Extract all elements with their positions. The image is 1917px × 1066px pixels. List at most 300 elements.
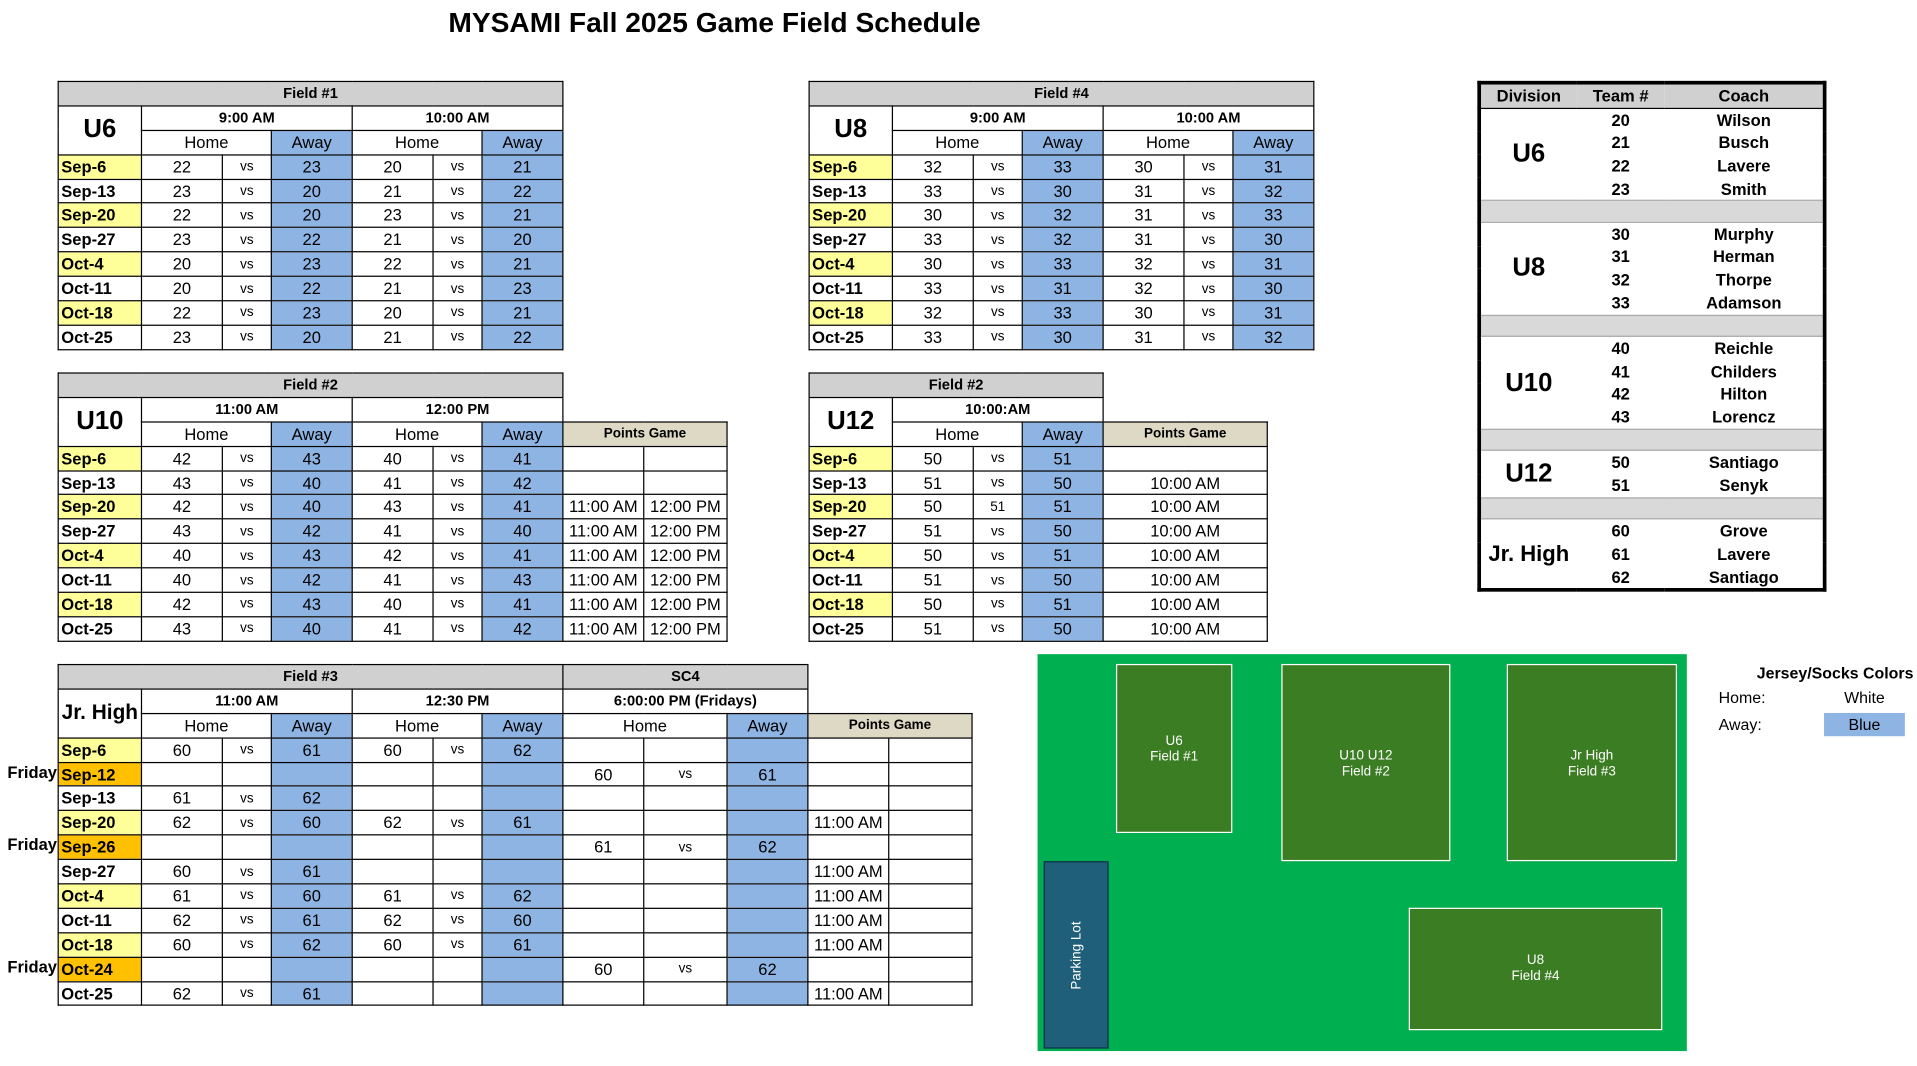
u12-game-row <box>809 617 1267 641</box>
u10-points-time: 11:00 AM <box>563 544 644 568</box>
jh-away-team <box>271 762 352 786</box>
jh-game-row <box>58 738 972 762</box>
u8-date: Sep-20 <box>809 203 892 227</box>
jh-game-row <box>58 835 972 859</box>
map-field-2-line2: Field #2 <box>1341 764 1390 780</box>
jh-time-row <box>58 689 972 713</box>
u8-away-team: 33 <box>1022 252 1103 276</box>
u10-date: Oct-25 <box>58 617 141 641</box>
roster-header-0: Division <box>1479 83 1576 108</box>
u10-vs: vs <box>222 617 271 641</box>
u6-date: Oct-4 <box>58 252 141 276</box>
u8-vs: vs <box>1184 276 1233 300</box>
u10-game-row <box>58 592 727 616</box>
jh-away-team: 62 <box>482 884 563 908</box>
u10-blank <box>563 373 727 397</box>
u8-time-row <box>809 106 1314 130</box>
u6-date: Oct-18 <box>58 301 141 325</box>
u6-away-team: 20 <box>271 179 352 203</box>
u10-home-team: 40 <box>352 446 433 470</box>
u12-points-time: 10:00 AM <box>1103 544 1267 568</box>
u6-vs: vs <box>222 203 271 227</box>
roster-team-number: 23 <box>1611 179 1630 198</box>
jh-home-team <box>141 957 222 981</box>
jh-away-team: 61 <box>271 908 352 932</box>
jh-away-team: 60 <box>271 811 352 835</box>
jh-home-team <box>352 762 433 786</box>
u10-points-header: Points Game <box>563 422 727 446</box>
u8-date: Sep-6 <box>809 155 892 179</box>
u10-schedule-table <box>58 372 728 641</box>
u8-home-team: 33 <box>892 228 973 252</box>
jh-date: Oct-4 <box>58 884 141 908</box>
roster-coach: Reichle <box>1714 339 1774 358</box>
u6-away-team: 23 <box>271 301 352 325</box>
jh-vs: vs <box>222 908 271 932</box>
jh-home-team <box>563 908 644 932</box>
legend-home-value: White <box>1844 688 1885 707</box>
u8-vs: vs <box>1184 203 1233 227</box>
jh-points-time <box>889 957 972 981</box>
roster-gap <box>1479 498 1824 519</box>
roster-team-number: 61 <box>1611 544 1630 564</box>
jh-game-row <box>58 908 972 932</box>
roster-team-number: 21 <box>1611 133 1630 153</box>
jh-points-header: Points Game <box>808 713 972 737</box>
jh-blank <box>808 665 972 689</box>
u8-game-row <box>809 325 1314 349</box>
u8-away-team: 31 <box>1233 252 1314 276</box>
u10-vs: vs <box>433 495 482 519</box>
u8-away-team: 31 <box>1233 155 1314 179</box>
roster-coach: Lavere <box>1717 156 1771 176</box>
jh-date: Oct-11 <box>58 908 141 932</box>
u10-away-header: Away <box>271 422 352 446</box>
jh-away-team <box>482 762 563 786</box>
jh-blank <box>808 689 972 713</box>
u8-schedule-table <box>809 81 1315 350</box>
u10-field-row <box>58 373 727 397</box>
u10-away-team: 41 <box>482 446 563 470</box>
roster-team-number: 30 <box>1611 225 1630 244</box>
u10-vs: vs <box>433 470 482 494</box>
u8-home-header: Home <box>1103 130 1233 154</box>
u8-home-team: 30 <box>1103 155 1184 179</box>
u12-home-team: 51 <box>892 519 973 543</box>
jh-away-team <box>271 957 352 981</box>
jh-home-team: 62 <box>352 908 433 932</box>
u12-game-row <box>809 519 1267 543</box>
u6-away-team: 22 <box>271 228 352 252</box>
u8-home-team: 32 <box>892 155 973 179</box>
u12-points-time: 10:00 AM <box>1103 519 1267 543</box>
jh-field-row <box>58 665 972 689</box>
u8-vs: vs <box>1184 252 1233 276</box>
u12-blank <box>1103 397 1267 421</box>
u12-vs: 51 <box>973 495 1022 519</box>
u12-field-row <box>809 373 1267 397</box>
u10-vs: vs <box>433 519 482 543</box>
u10-away-team: 43 <box>482 568 563 592</box>
u12-away-team: 50 <box>1022 568 1103 592</box>
u12-away-team: 50 <box>1022 617 1103 641</box>
u10-home-header: Home <box>352 422 482 446</box>
u12-date: Sep-20 <box>809 495 892 519</box>
u10-away-team: 41 <box>482 592 563 616</box>
u6-vs: vs <box>433 325 482 349</box>
u8-date: Oct-18 <box>809 301 892 325</box>
u10-vs: vs <box>222 495 271 519</box>
map-field-3-line1: Jr High <box>1570 748 1614 764</box>
u10-points-time: 12:00 PM <box>644 544 727 568</box>
u10-vs: vs <box>222 544 271 568</box>
u10-vs: vs <box>433 446 482 470</box>
jh-home-team: 60 <box>141 738 222 762</box>
u12-away-team: 51 <box>1022 495 1103 519</box>
jh-points-time <box>889 884 972 908</box>
u8-away-team: 33 <box>1022 155 1103 179</box>
jh-home-team <box>563 738 644 762</box>
roster-team-row <box>1479 108 1824 132</box>
u12-points-time: 10:00 AM <box>1103 592 1267 616</box>
u6-home-team: 20 <box>141 276 222 300</box>
sc4-field-header: SC4 <box>563 665 808 689</box>
jh-vs <box>433 786 482 810</box>
u10-game-row <box>58 495 727 519</box>
jh-away-team: 62 <box>482 738 563 762</box>
jh-home-team <box>141 762 222 786</box>
u10-away-team: 40 <box>271 617 352 641</box>
jh-away-team <box>482 786 563 810</box>
u12-away-team: 50 <box>1022 470 1103 494</box>
jh-date: Sep-27 <box>58 859 141 883</box>
jh-vs: vs <box>433 884 482 908</box>
u6-home-header: Home <box>141 130 271 154</box>
jh-game-row <box>58 981 972 1005</box>
u10-away-team: 41 <box>482 544 563 568</box>
roster-gap <box>1479 201 1824 222</box>
jh-home-team <box>563 811 644 835</box>
jh-home-team <box>352 786 433 810</box>
u10-away-team: 42 <box>271 568 352 592</box>
u8-home-team: 30 <box>892 252 973 276</box>
jh-home-team: 60 <box>352 933 433 957</box>
map-field-2-line1: U10 U12 <box>1339 748 1393 764</box>
jh-away-team: 62 <box>271 786 352 810</box>
jh-home-team <box>563 786 644 810</box>
jh-home-team: 60 <box>352 738 433 762</box>
jh-game-row <box>58 933 972 957</box>
u8-date: Oct-4 <box>809 252 892 276</box>
roster-team-number: 41 <box>1611 362 1630 381</box>
jh-vs <box>644 981 727 1005</box>
u6-vs: vs <box>433 301 482 325</box>
u10-vs: vs <box>433 617 482 641</box>
field-map <box>1038 654 1687 1051</box>
map-field-1-line1: U6 <box>1165 733 1183 749</box>
u8-vs: vs <box>973 252 1022 276</box>
jh-points-time: 11:00 AM <box>808 859 889 883</box>
jh-homeaway-row <box>58 713 972 737</box>
u12-division-label: U12 <box>809 397 892 446</box>
u10-points-time: 11:00 AM <box>563 568 644 592</box>
u12-date: Oct-4 <box>809 544 892 568</box>
roster-team-row <box>1479 519 1824 543</box>
u6-away-team: 23 <box>271 252 352 276</box>
jh-away-team <box>727 786 808 810</box>
u10-points-time: 12:00 PM <box>644 568 727 592</box>
u10-points-time: 12:00 PM <box>644 617 727 641</box>
jh-vs: vs <box>222 786 271 810</box>
u8-home-team: 32 <box>1103 252 1184 276</box>
jh-home-header: Home <box>352 713 482 737</box>
u8-away-team: 32 <box>1233 179 1314 203</box>
u12-vs: vs <box>973 617 1022 641</box>
u10-home-team: 42 <box>352 544 433 568</box>
u12-time-slot: 10:00:AM <box>892 397 1103 421</box>
jh-home-team <box>352 835 433 859</box>
roster-team-number: 50 <box>1611 453 1630 472</box>
roster-header-2: Coach <box>1665 83 1825 108</box>
jh-away-team: 61 <box>727 762 808 786</box>
jh-vs <box>644 738 727 762</box>
jh-time-slot: 6:00:00 PM (Fridays) <box>563 689 808 713</box>
u10-blank <box>563 397 727 421</box>
u10-home-header: Home <box>141 422 271 446</box>
jh-points-time <box>808 738 889 762</box>
jh-date: Oct-24 <box>58 957 141 981</box>
u6-time-slot: 10:00 AM <box>352 106 563 130</box>
u8-vs: vs <box>1184 301 1233 325</box>
u10-vs: vs <box>433 568 482 592</box>
jh-vs: vs <box>222 981 271 1005</box>
map-field-1 <box>1116 664 1232 833</box>
u6-home-team: 20 <box>141 252 222 276</box>
roster-team-number: 42 <box>1611 385 1630 404</box>
map-field-4-line2: Field #4 <box>1511 968 1560 984</box>
roster-team-number: 31 <box>1611 248 1630 267</box>
u10-points-time <box>644 470 727 494</box>
jh-vs <box>644 786 727 810</box>
u6-home-team: 23 <box>141 228 222 252</box>
u10-home-team: 43 <box>141 470 222 494</box>
jh-date: Oct-18 <box>58 933 141 957</box>
u8-home-team: 31 <box>1103 179 1184 203</box>
u10-field-header: Field #2 <box>58 373 563 397</box>
u10-date: Sep-27 <box>58 519 141 543</box>
u10-time-slot: 11:00 AM <box>141 397 352 421</box>
u8-game-row <box>809 252 1314 276</box>
u10-vs: vs <box>433 544 482 568</box>
u10-away-team: 43 <box>271 544 352 568</box>
roster-team-number: 33 <box>1611 293 1630 313</box>
u12-home-team: 50 <box>892 446 973 470</box>
jh-vs <box>433 981 482 1005</box>
u10-away-team: 43 <box>271 592 352 616</box>
jh-game-row <box>58 786 972 810</box>
friday-marker: Friday <box>7 835 57 855</box>
u6-vs: vs <box>222 252 271 276</box>
u8-date: Oct-11 <box>809 276 892 300</box>
u12-time-row <box>809 397 1267 421</box>
jh-date: Sep-6 <box>58 738 141 762</box>
roster-team-row <box>1479 451 1824 475</box>
jh-home-team <box>563 981 644 1005</box>
u12-game-row <box>809 568 1267 592</box>
u10-vs: vs <box>433 592 482 616</box>
jh-away-team: 61 <box>482 811 563 835</box>
u6-date: Sep-6 <box>58 155 141 179</box>
u10-away-header: Away <box>482 422 563 446</box>
jh-vs <box>433 957 482 981</box>
roster-coach: Adamson <box>1706 293 1782 313</box>
u12-date: Oct-25 <box>809 617 892 641</box>
u12-points-time: 10:00 AM <box>1103 495 1267 519</box>
roster-team-number: 62 <box>1611 567 1630 587</box>
jh-home-team <box>141 835 222 859</box>
u8-home-team: 31 <box>1103 325 1184 349</box>
u10-vs: vs <box>222 470 271 494</box>
u12-away-team: 50 <box>1022 519 1103 543</box>
jh-home-team <box>563 884 644 908</box>
u10-game-row <box>58 568 727 592</box>
u12-game-row <box>809 495 1267 519</box>
u10-home-team: 40 <box>141 568 222 592</box>
u6-away-team: 21 <box>482 203 563 227</box>
u12-vs: vs <box>973 592 1022 616</box>
jh-away-header: Away <box>727 713 808 737</box>
u10-away-team: 41 <box>482 495 563 519</box>
u6-vs: vs <box>222 301 271 325</box>
u6-vs: vs <box>222 179 271 203</box>
jh-home-team: 60 <box>141 859 222 883</box>
jh-vs: vs <box>433 933 482 957</box>
u8-game-row <box>809 155 1314 179</box>
u10-points-time: 11:00 AM <box>563 592 644 616</box>
u10-home-team: 40 <box>352 592 433 616</box>
jh-home-team: 61 <box>141 786 222 810</box>
jh-points-time: 11:00 AM <box>808 933 889 957</box>
roster-gap-row <box>1479 201 1824 222</box>
jh-vs: vs <box>644 957 727 981</box>
u10-vs: vs <box>222 446 271 470</box>
jh-home-team: 61 <box>563 835 644 859</box>
roster-team-number: 22 <box>1611 156 1630 176</box>
jh-points-time <box>889 859 972 883</box>
jh-vs: vs <box>644 835 727 859</box>
jh-home-team: 61 <box>141 884 222 908</box>
u12-home-team: 51 <box>892 568 973 592</box>
u6-home-team: 21 <box>352 228 433 252</box>
u12-home-team: 51 <box>892 617 973 641</box>
jh-points-time <box>889 786 972 810</box>
u6-game-row <box>58 179 563 203</box>
u8-vs: vs <box>973 228 1022 252</box>
u8-away-team: 33 <box>1022 301 1103 325</box>
roster-coach: Grove <box>1719 522 1768 541</box>
jh-away-header: Away <box>482 713 563 737</box>
jh-home-team: 62 <box>141 811 222 835</box>
jersey-color-legend <box>1709 664 1917 736</box>
u8-field-row <box>809 81 1314 105</box>
u8-home-team: 31 <box>1103 228 1184 252</box>
map-field-4-line1: U8 <box>1526 953 1545 968</box>
jh-away-team: 61 <box>271 981 352 1005</box>
jh-date: Sep-13 <box>58 786 141 810</box>
u8-away-team: 30 <box>1022 325 1103 349</box>
friday-marker: Friday <box>7 762 57 782</box>
u6-home-team: 23 <box>352 203 433 227</box>
u6-game-row <box>58 276 563 300</box>
u8-away-team: 30 <box>1233 228 1314 252</box>
u10-points-time <box>563 470 644 494</box>
jh-vs <box>644 811 727 835</box>
u12-date: Sep-6 <box>809 446 892 470</box>
u10-away-team: 40 <box>271 470 352 494</box>
roster-team-number: 40 <box>1611 339 1630 358</box>
roster-coach: Hilton <box>1720 385 1768 404</box>
jh-points-time <box>889 835 972 859</box>
jh-vs <box>222 835 271 859</box>
u8-vs: vs <box>973 276 1022 300</box>
jh-points-time <box>808 786 889 810</box>
parking-lot-label: Parking Lot <box>1068 920 1084 989</box>
roster-coach: Murphy <box>1713 225 1774 244</box>
u8-time-slot: 9:00 AM <box>892 106 1103 130</box>
u8-home-header: Home <box>892 130 1022 154</box>
u6-away-team: 20 <box>271 203 352 227</box>
u6-away-header: Away <box>271 130 352 154</box>
u6-time-row <box>58 106 563 130</box>
u10-game-row <box>58 519 727 543</box>
roster-division: U6 <box>1512 139 1546 168</box>
u8-vs: vs <box>973 179 1022 203</box>
u8-vs: vs <box>1184 325 1233 349</box>
u6-home-team: 22 <box>141 155 222 179</box>
roster-coach: Lavere <box>1717 544 1771 564</box>
jh-date: Sep-20 <box>58 811 141 835</box>
jh-home-team: 61 <box>352 884 433 908</box>
roster-team-row <box>1479 222 1824 246</box>
u10-home-team: 41 <box>352 617 433 641</box>
u6-away-team: 20 <box>482 228 563 252</box>
u12-date: Sep-27 <box>809 519 892 543</box>
u6-home-team: 23 <box>141 325 222 349</box>
u8-vs: vs <box>973 155 1022 179</box>
u10-vs: vs <box>222 519 271 543</box>
u6-away-team: 22 <box>482 325 563 349</box>
friday-marker: Friday <box>7 957 57 977</box>
jh-home-team <box>352 957 433 981</box>
jh-away-team <box>271 835 352 859</box>
parking-lot <box>1044 861 1109 1048</box>
jh-away-team <box>482 981 563 1005</box>
u12-field-header: Field #2 <box>809 373 1103 397</box>
u6-home-team: 21 <box>352 179 433 203</box>
u6-away-team: 20 <box>271 325 352 349</box>
u6-vs: vs <box>222 155 271 179</box>
u8-home-team: 33 <box>892 179 973 203</box>
u10-home-team: 43 <box>352 495 433 519</box>
u12-points-time: 10:00 AM <box>1103 470 1267 494</box>
jh-home-team: 60 <box>563 957 644 981</box>
u12-vs: vs <box>973 544 1022 568</box>
u12-away-team: 51 <box>1022 446 1103 470</box>
u10-home-team: 41 <box>352 519 433 543</box>
legend-home-label: Home: <box>1718 688 1766 707</box>
legend-home-row <box>1709 685 1917 710</box>
roster-coach: Smith <box>1720 179 1767 198</box>
